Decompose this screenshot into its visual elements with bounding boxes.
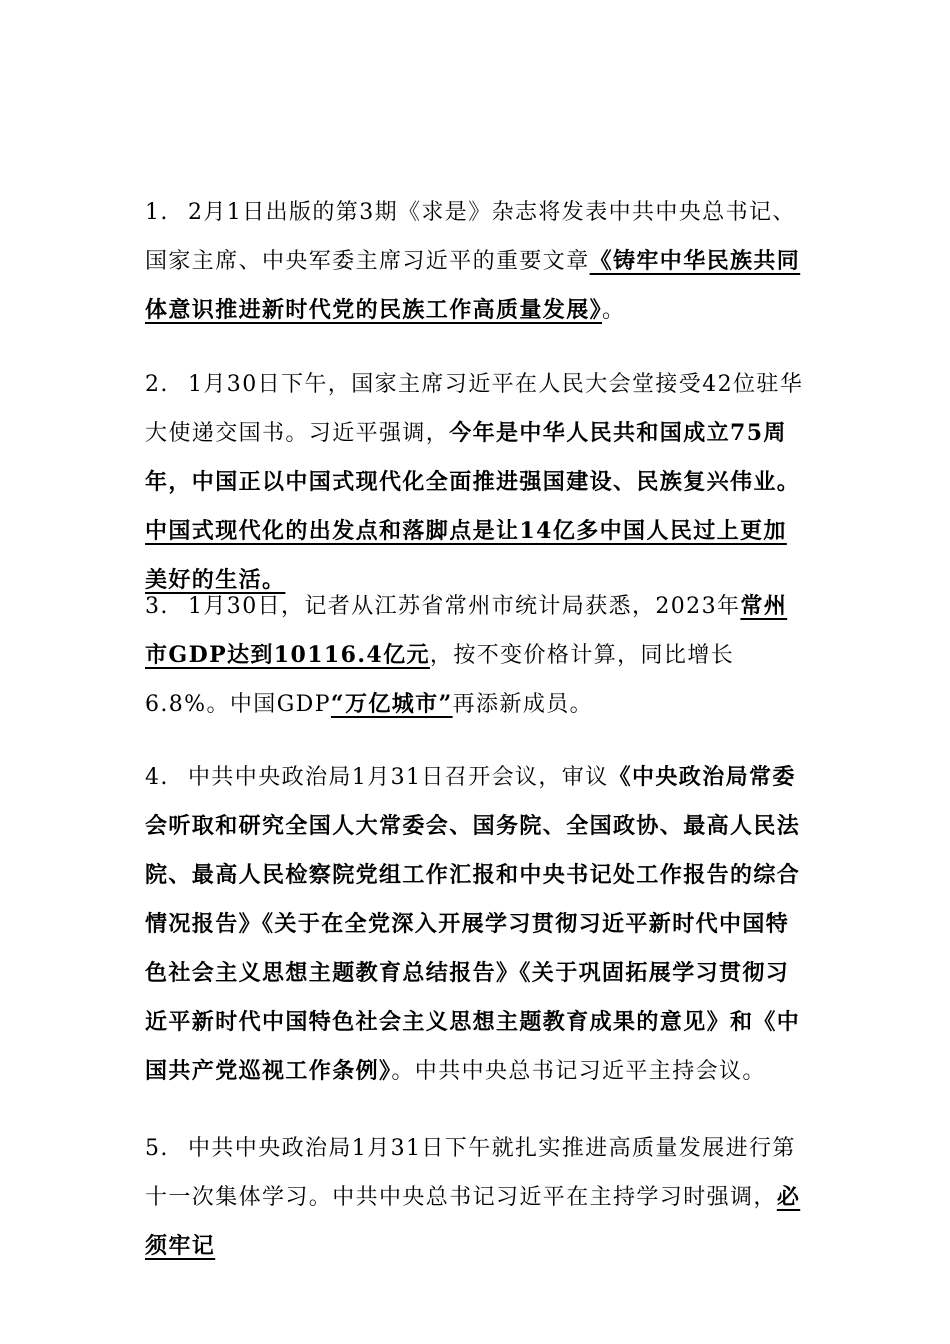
item-number: 3. [145,594,169,619]
item-text: 。 [602,298,626,323]
item-text: ，按不变价格计算，同比增长6.8%。中国GDP [145,643,735,717]
item-number: 5. [145,1136,169,1161]
news-item-1 [145,188,810,335]
item-text: 。中共中央总书记习近平主持会议。 [391,1059,766,1084]
item-text: 2月1日出版的第3期《求是》杂志将发表中共中央总书记、国家主席、中央军委主席习近平的重要文章 [145,200,796,274]
item-text: 中共中央政治局1月31日下午就扎实推进高质量发展进行第十一次集体学习。中共中央总书记习近平在主持学习时强调， [145,1136,796,1210]
item-number: 2. [145,372,169,397]
item-text: 1月30日下午，国家主席习近平在人民大会堂接受42位驻华大使递交国书。习近平强调， [145,372,804,446]
item-key-point: 常州市GDP达到10116.4亿元 [145,593,788,668]
item-key-point: 中国式现代化的出发点和落脚点是让14亿多中国人民过上更加美好的生活。 [145,518,787,593]
news-item-5 [145,1124,810,1271]
item-emphasis: 今年是中华人民共和国成立75周年，中国正以中国式现代化全面推进强国建设、民族复兴伟业。 [145,420,801,495]
news-item-3 [145,582,810,729]
item-text: 1月30日，记者从江苏省常州市统计局获悉，2023年 [188,594,741,619]
item-key-point: “万亿城市” [330,691,453,717]
news-item-4 [145,753,810,1096]
article-title: 《铸牢中华民族共同体意识推进新时代党的民族工作高质量发展》 [145,248,801,323]
item-text: 再添新成员。 [452,692,594,717]
item-number: 1. [145,200,169,225]
item-key-point: 必须牢记 [145,1184,801,1259]
item-number: 4. [145,765,169,790]
document-titles: 《中央政治局常委会听取和研究全国人大常委会、国务院、全国政协、最高人民法院、最高人民检察院党组工作汇报和中央书记处工作报告的综合情况报告》《关于在全党深入开展学习贯彻习近平新时代中国特色社会主义思想主题教育总结报告》《关于巩固拓展学习贯彻习近平新时代中国特色社会主义思想主题教育成果的意见》和《中国共产党巡视工作条例》 [145,764,801,1084]
item-text: 中共中央政治局1月31日召开会议，审议 [188,765,609,790]
news-item-2 [145,360,810,605]
